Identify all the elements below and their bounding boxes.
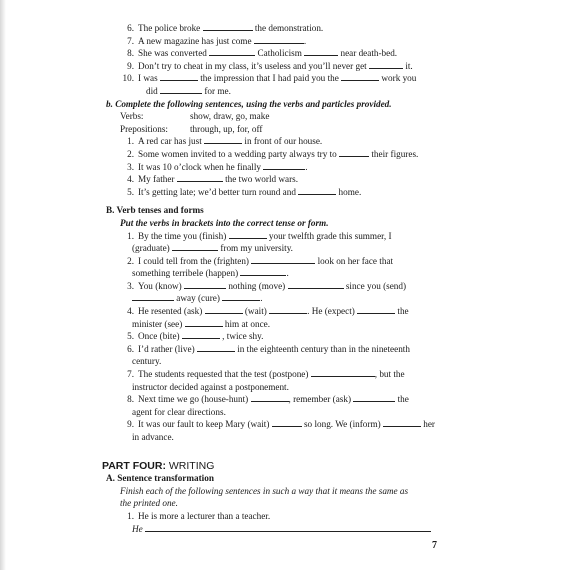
item-text: (wait) (244, 306, 267, 317)
answer-start-word: He (132, 523, 143, 534)
answer-blank[interactable] (184, 280, 226, 289)
verb-tenses-heading: B. Verb tenses and forms (106, 205, 204, 216)
tense-item-2 (106, 255, 442, 268)
page-spine-shadow (0, 0, 6, 570)
transformation-instruction: Finish each of the following sentences in such a way that it means the same as (120, 485, 409, 496)
item-number: 1. (127, 510, 134, 521)
tense-item-7-continued (106, 381, 442, 394)
answer-blank[interactable] (205, 305, 243, 314)
answer-blank[interactable] (339, 148, 369, 157)
tense-item-9-continued (106, 431, 442, 444)
item-text: the demonstration. (254, 23, 324, 33)
item-number: 3. (127, 161, 134, 172)
item-text: Next time we go (house-hunt) (138, 394, 249, 405)
item-text: . (286, 268, 289, 279)
answer-blank[interactable] (203, 22, 253, 31)
item-text: the (397, 306, 409, 317)
item-text: their figures. (371, 148, 419, 159)
page-content (102, 22, 442, 535)
exercise-item-b4 (106, 173, 442, 186)
item-text: near death-bed. (340, 48, 398, 59)
item-text: Some women invited to a wedding party always try to (138, 148, 337, 159)
item-text: him at once. (224, 318, 271, 329)
answer-blank[interactable] (145, 523, 431, 532)
answer-blank[interactable] (177, 173, 223, 182)
item-text: , but the (374, 369, 405, 380)
item-text: Once (bite) (138, 331, 180, 342)
item-number: 2. (127, 255, 134, 266)
verbs-row (106, 110, 442, 123)
answer-blank[interactable] (298, 186, 336, 195)
tense-item-6-continued (106, 355, 442, 368)
answer-blank[interactable] (311, 368, 375, 377)
exercise-item-b2 (106, 148, 442, 161)
item-text: Catholicism (257, 48, 302, 59)
item-text: She was converted (138, 48, 207, 59)
item-number: 6. (127, 23, 134, 33)
item-text: I’d rather (live) (138, 343, 195, 354)
answer-blank[interactable] (132, 292, 174, 301)
item-number: 5. (127, 331, 134, 342)
tense-item-7 (106, 368, 442, 381)
answer-blank[interactable] (383, 418, 421, 427)
answer-blank[interactable] (209, 47, 255, 56)
part-four-title-bold: PART FOUR: (102, 459, 166, 472)
item-number: 1. (127, 230, 134, 241)
item-text: You (know) (138, 280, 182, 291)
item-text: . (305, 161, 308, 172)
item-text: A new magazine has just come (138, 35, 252, 46)
exercise-item-7 (106, 35, 442, 48)
prepositions-value: through, up, for, off (190, 123, 263, 134)
item-text: . (303, 35, 307, 46)
item-text: He is more a lecturer than a teacher. (138, 510, 271, 521)
transformation-instruction-continued: the printed one. (120, 498, 178, 509)
answer-blank[interactable] (353, 393, 395, 402)
item-text: I was (138, 73, 158, 84)
item-number: 2. (127, 148, 134, 159)
answer-blank[interactable] (197, 343, 235, 352)
item-number: 5. (127, 186, 134, 197)
sentence-transformation-heading: A. Sentence transformation (106, 473, 214, 484)
item-text: . He (expect) (307, 306, 355, 317)
item-text: The police broke (138, 23, 201, 33)
part-four-title (102, 460, 442, 473)
item-text: , remember (ask) (288, 394, 352, 405)
tense-item-3-continued (106, 292, 442, 305)
item-text: the two world wars. (225, 174, 299, 185)
transformation-item-1 (106, 510, 442, 523)
item-number: 9. (127, 60, 134, 71)
item-text: It’s getting late; we’d better turn round and (138, 186, 296, 197)
item-text: home. (338, 186, 362, 197)
exercise-item-9 (106, 60, 442, 73)
verbs-value: show, draw, go, make (190, 111, 270, 122)
answer-blank[interactable] (160, 72, 198, 81)
answer-blank[interactable] (304, 47, 338, 56)
item-text: your twelfth grade this summer, I (268, 230, 392, 241)
item-number: 8. (127, 48, 134, 59)
verbs-label: Verbs: (120, 111, 144, 122)
item-text: did (146, 85, 158, 96)
item-number: 4. (127, 174, 134, 185)
item-text: I could tell from the (frighten) (138, 255, 249, 266)
item-text: the (397, 394, 409, 405)
item-text: It was our fault to keep Mary (wait) (138, 419, 270, 430)
tense-item-4-continued (106, 318, 442, 331)
prepositions-label: Prepositions: (120, 123, 168, 134)
spacer (106, 444, 442, 454)
item-text: . (260, 293, 263, 304)
item-text: the impression that I had paid you the (200, 73, 339, 84)
item-number: 3. (127, 280, 134, 291)
tense-item-4 (106, 305, 442, 318)
item-text: A red car has just (138, 136, 202, 147)
item-text: agent for clear directions. (132, 406, 226, 417)
item-text: By the time you (finish) (138, 230, 227, 241)
item-text: in front of our house. (244, 136, 323, 147)
item-number: 7. (127, 35, 134, 46)
tense-item-8 (106, 393, 442, 406)
exercise-item-10 (106, 72, 442, 85)
item-number: 9. (127, 419, 134, 430)
section-b-heading: b. Complete the following sentences, using the verbs and particles provided. (106, 98, 392, 109)
item-text: , twice shy. (222, 331, 264, 342)
tense-item-9 (106, 418, 442, 431)
item-text: My father (138, 174, 175, 185)
item-text: something terribele (happen) (132, 268, 239, 279)
exercise-item-b5 (106, 186, 442, 199)
answer-blank[interactable] (369, 60, 403, 69)
exercise-item-8 (106, 47, 442, 60)
answer-blank[interactable] (357, 305, 395, 314)
tense-item-6 (106, 343, 442, 356)
tense-item-2-continued (106, 267, 442, 280)
answer-blank[interactable] (160, 85, 202, 94)
answer-blank[interactable] (341, 72, 379, 81)
answer-blank[interactable] (269, 305, 307, 314)
item-text: The students requested that the test (postpone) (138, 369, 309, 380)
exercise-item-10-continued (106, 85, 442, 98)
item-text: It was 10 o’clock when he finally (138, 161, 261, 172)
tense-item-3 (106, 280, 442, 293)
answer-blank[interactable] (182, 330, 220, 339)
answer-blank[interactable] (254, 35, 307, 46)
prepositions-row (106, 123, 442, 136)
item-text: He resented (ask) (138, 306, 203, 317)
exercise-item-b3 (106, 161, 442, 174)
exercise-item-b1 (106, 135, 442, 148)
part-four-title-rest: WRITING (165, 459, 215, 472)
answer-blank[interactable] (288, 280, 344, 289)
answer-blank[interactable] (272, 418, 302, 427)
tense-item-1-continued (106, 242, 442, 255)
tense-item-1 (106, 230, 442, 243)
item-text: (graduate) (132, 243, 170, 254)
answer-blank[interactable] (263, 161, 308, 172)
item-number: 1. (127, 136, 134, 147)
exercise-item-6 (106, 22, 442, 35)
answer-blank[interactable] (204, 135, 242, 144)
answer-blank[interactable] (222, 292, 263, 304)
item-text: from my university. (220, 243, 293, 254)
item-text: Don’t try to cheat in my class, it’s useless and you’ll never get (138, 60, 367, 71)
item-text: for me. (204, 85, 231, 96)
answer-blank[interactable] (185, 318, 223, 327)
tense-item-5 (106, 330, 442, 343)
item-text: since you (send) (345, 280, 407, 291)
item-text: work you (381, 73, 417, 84)
item-number: 8. (127, 394, 134, 405)
answer-blank[interactable] (251, 393, 289, 402)
answer-blank[interactable] (251, 255, 315, 264)
item-text: in advance. (132, 432, 174, 442)
item-text: so long. We (inform) (303, 419, 381, 430)
transformation-answer-line (106, 523, 442, 536)
item-text: in the eighteenth century than in the nineteenth (237, 343, 410, 354)
answer-blank[interactable] (229, 230, 267, 239)
answer-blank[interactable] (240, 267, 289, 279)
item-text: it. (405, 60, 413, 71)
item-text: nothing (move) (228, 280, 286, 291)
item-number: 10. (122, 73, 134, 84)
answer-blank[interactable] (172, 242, 218, 251)
item-text: minister (see) (132, 318, 183, 329)
item-text: century. (132, 356, 162, 367)
tense-item-8-continued (106, 406, 442, 419)
item-text: instructor decided against a postponement. (132, 381, 289, 392)
item-number: 6. (127, 343, 134, 354)
item-text: her (423, 419, 435, 430)
page-number: 7 (432, 540, 437, 551)
item-number: 4. (127, 306, 134, 317)
verb-tenses-instruction: Put the verbs in brackets into the correct tense or form. (120, 217, 329, 228)
item-text: look on her face that (317, 255, 394, 266)
item-number: 7. (127, 369, 134, 380)
item-text: away (cure) (176, 293, 220, 304)
